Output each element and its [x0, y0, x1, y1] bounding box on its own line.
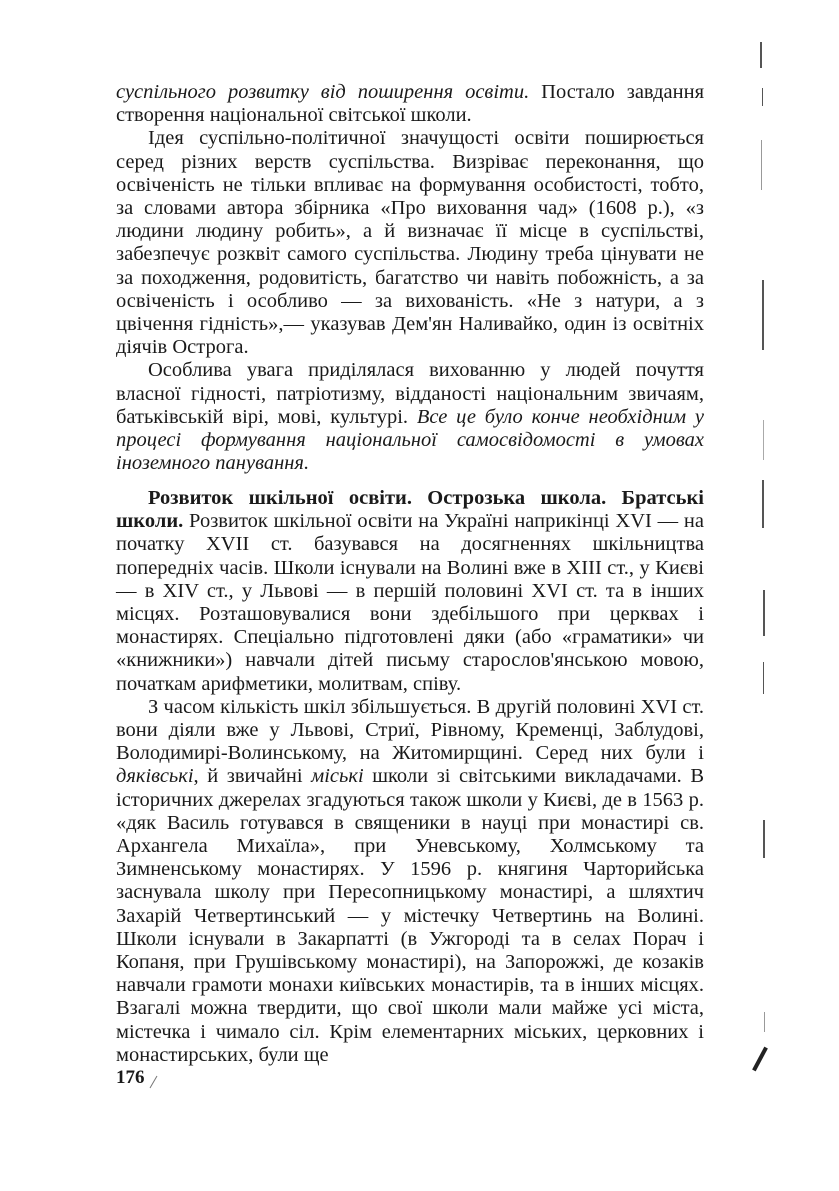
- scan-artifact: [763, 662, 764, 694]
- italic-phrase: суспільного розвитку від поширення освіти.: [116, 81, 530, 103]
- scan-artifact: [760, 42, 762, 68]
- scan-artifact: [762, 280, 764, 350]
- scan-artifact: [150, 1076, 158, 1089]
- scan-artifact: [762, 88, 763, 106]
- paragraph-schools: [116, 696, 704, 1067]
- scan-artifact: [763, 590, 765, 636]
- italic-word: дяківські: [116, 765, 194, 788]
- paragraph-section-intro: [116, 487, 704, 696]
- paragraph-text: Особлива увага приділялася вихованню у людей почуття власної гідності, патріотизму, відданості національним звичаям, батьківській вірі, мові, культурі.: [116, 359, 704, 428]
- paragraph-text: З часом кількість шкіл збільшується. В другій половині XVI ст. вони діяли вже у Львові, Стриї, Рівному, Кременці, Заблудові, Володимирі-Волинському, на Житомирщині. Серед них були і: [116, 695, 704, 765]
- paragraph-1: [116, 81, 704, 127]
- scan-artifact: [763, 420, 764, 460]
- scan-artifact: [763, 820, 765, 858]
- scan-artifact: [761, 140, 762, 190]
- scan-artifact: [764, 1012, 765, 1032]
- italic-word: міські: [311, 765, 364, 788]
- paragraph-text: школи зі світськими викладачами. В історичних джерелах згадуються також школи у Києві, де в 1563 р. «дяк Василь готувався в священики в науці при монастирі св. Архангела Михаїла», при Уневському, Холмському та Зимненському монастирях. У 1596 р. княгиня Чарторийська заснувала школу при Пересопницькому монастирі, а шляхтич Захарій Четвертинський — у містечку Четвертинь на Волині. Школи існували в Закарпатті (в Ужгороді та в селах Порач і Копаня, при Грушівському монастирі), на Запорожжі, де козаків навчали грамоти монахи київських монастирів, та в інших місцях. Взагалі можна твердити, що свої школи мали майже усі міста, містечка і чимало сіл. Крім елементарних міських, церковних і монастирських, були ще: [116, 765, 705, 1066]
- scan-artifact: [762, 480, 764, 528]
- paragraph-text: Розвиток шкільної освіти на Україні наприкінці XVI — на початку XVII ст. базувався на досягненнях шкільництва попередніх часів. Школи існували на Волині вже в XIII ст., у Києві — в XIV ст., у Львові — в першій половині XVI ст. та в інших місцях. Розташовувалися вони здебільшого при церквах і монастирях. Спеціально підготовлені дяки (або «граматики» чи «книжники») навчали дітей письму старослов'янською мовою, початкам арифметики, молитвам, співу.: [116, 510, 704, 695]
- text-block-section: [116, 487, 704, 1067]
- paragraph-text: , й звичайні: [193, 765, 312, 788]
- paragraph-text: Постало завдання створення національної світської школи.: [116, 81, 705, 127]
- italic-phrase: Все це було конче необхідним у процесі формування національної самосвідомості в умовах іноземного панування.: [116, 405, 704, 475]
- section-heading: Розвиток шкільної освіти. Острозька школа. Братські школи.: [116, 487, 704, 533]
- text-block-top: [116, 81, 704, 475]
- page-number: 176: [116, 1067, 145, 1088]
- paragraph-3: [116, 359, 704, 475]
- scan-artifact: [752, 1047, 768, 1072]
- paragraph-2: Ідея суспільно-політичної значущості освіти поширюється серед різних верств суспільства. Визріває переконання, що освіченість не тільки впливає на формування особистості, тобто, за словами автора збірника «Про виховання чад» (1608 р.), «з людини людину робить», а й визначає її місце в суспільстві, забезпечує розквіт самого суспільства. Людину треба цінувати не за походження, родовитість, багатство чи навіть побожність, а за освіченість і особливо — за вихованість. «Не з натури, а з цвічення гідність»,— указував Дем'ян Наливайко, один із освітніх діячів Острога.: [116, 127, 704, 359]
